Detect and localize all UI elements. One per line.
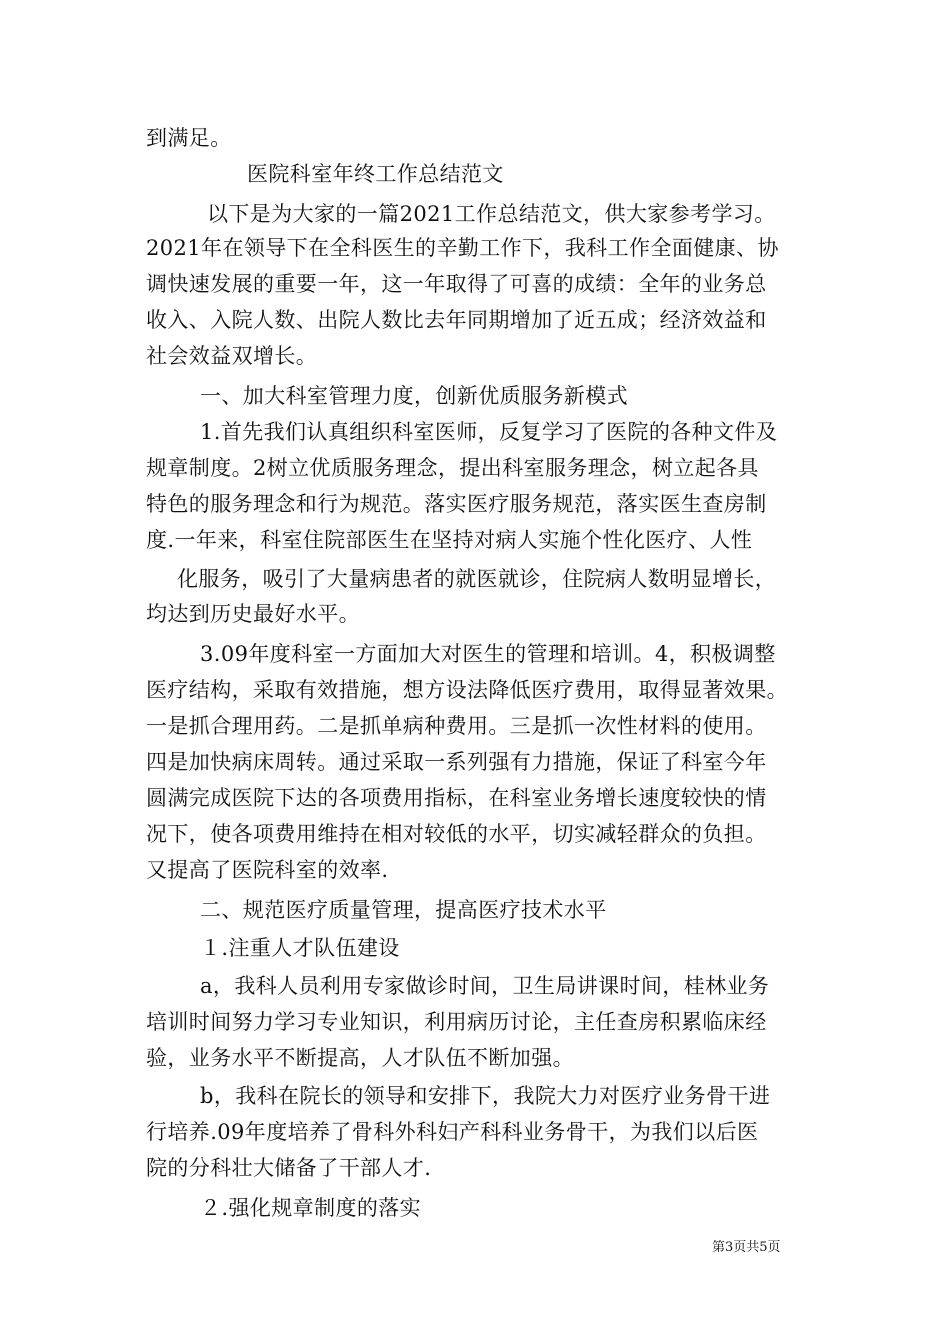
body-line: 医疗结构，采取有效措施，想方设法降低医疗费用，取得显著效果。 bbox=[146, 678, 788, 702]
body-line: 行培养.09年度培养了骨科外科妇产科科业务骨干，为我们以后医 bbox=[146, 1120, 759, 1144]
body-line: 化服务，吸引了大量病患者的就医就诊，住院病人数明显增长， bbox=[177, 567, 777, 591]
body-line: 社会效益双增长。 bbox=[146, 344, 318, 368]
body-line: 特色的服务理念和行为规范。落实医疗服务规范，落实医生查房制 bbox=[146, 492, 767, 516]
document-title: 医院科室年终工作总结范文 bbox=[247, 162, 504, 186]
section-heading: 二、规范医疗质量管理，提高医疗技术水平 bbox=[200, 898, 607, 922]
body-line: 以下是为大家的一篇2021工作总结范文，供大家参考学习。 bbox=[207, 202, 776, 226]
body-line: 度.一年来，科室住院部医生在坚持对病人实施个性化医疗、人性 bbox=[146, 528, 753, 552]
subsection-heading: １.注重人才队伍建设 bbox=[200, 936, 400, 960]
page-number: 第3页共5页 bbox=[712, 1240, 781, 1255]
body-line: 一是抓合理用药。二是抓单病种费用。三是抓一次性材料的使用。 bbox=[146, 714, 767, 738]
body-line: 收入、入院人数、出院人数比去年同期增加了近五成；经济效益和 bbox=[146, 308, 767, 332]
body-line: 况下，使各项费用维持在相对较低的水平，切实减轻群众的负担。 bbox=[146, 822, 767, 846]
body-line: 培训时间努力学习专业知识，利用病历讨论，主任查房积累临床经 bbox=[146, 1010, 767, 1034]
body-line: 四是加快病床周转。通过采取一系列强有力措施，保证了科室今年 bbox=[146, 750, 767, 774]
body-line: 3.09年度科室一方面加大对医生的管理和培训。4，积极调整 bbox=[200, 642, 776, 666]
subsection-heading: ２.强化规章制度的落实 bbox=[200, 1196, 422, 1220]
body-line: 验，业务水平不断提高，人才队伍不断加强。 bbox=[146, 1046, 574, 1070]
body-line: 规章制度。2树立优质服务理念，提出科室服务理念，树立起各具 bbox=[146, 456, 759, 480]
body-line: 院的分科壮大储备了干部人才. bbox=[146, 1156, 432, 1180]
section-heading: 一、加大科室管理力度，创新优质服务新模式 bbox=[200, 384, 628, 408]
body-line: a，我科人员利用专家做诊时间，卫生局讲课时间，桂林业务 bbox=[200, 974, 770, 998]
body-line: 又提高了医院科室的效率. bbox=[146, 858, 389, 882]
body-line: 调快速发展的重要一年，这一年取得了可喜的成绩：全年的业务总 bbox=[146, 272, 767, 296]
body-line: b，我科在院长的领导和安排下，我院大力对医疗业务骨干进 bbox=[200, 1084, 771, 1108]
body-line: 2021年在领导下在全科医生的辛勤工作下，我科工作全面健康、协 bbox=[146, 236, 779, 260]
body-line: 圆满完成医院下达的各项费用指标，在科室业务增长速度较快的情 bbox=[146, 786, 767, 810]
body-line: 到满足。 bbox=[146, 126, 232, 150]
body-line: 均达到历史最好水平。 bbox=[146, 602, 360, 626]
body-line: 1.首先我们认真组织科室医师，反复学习了医院的各种文件及 bbox=[200, 420, 778, 444]
